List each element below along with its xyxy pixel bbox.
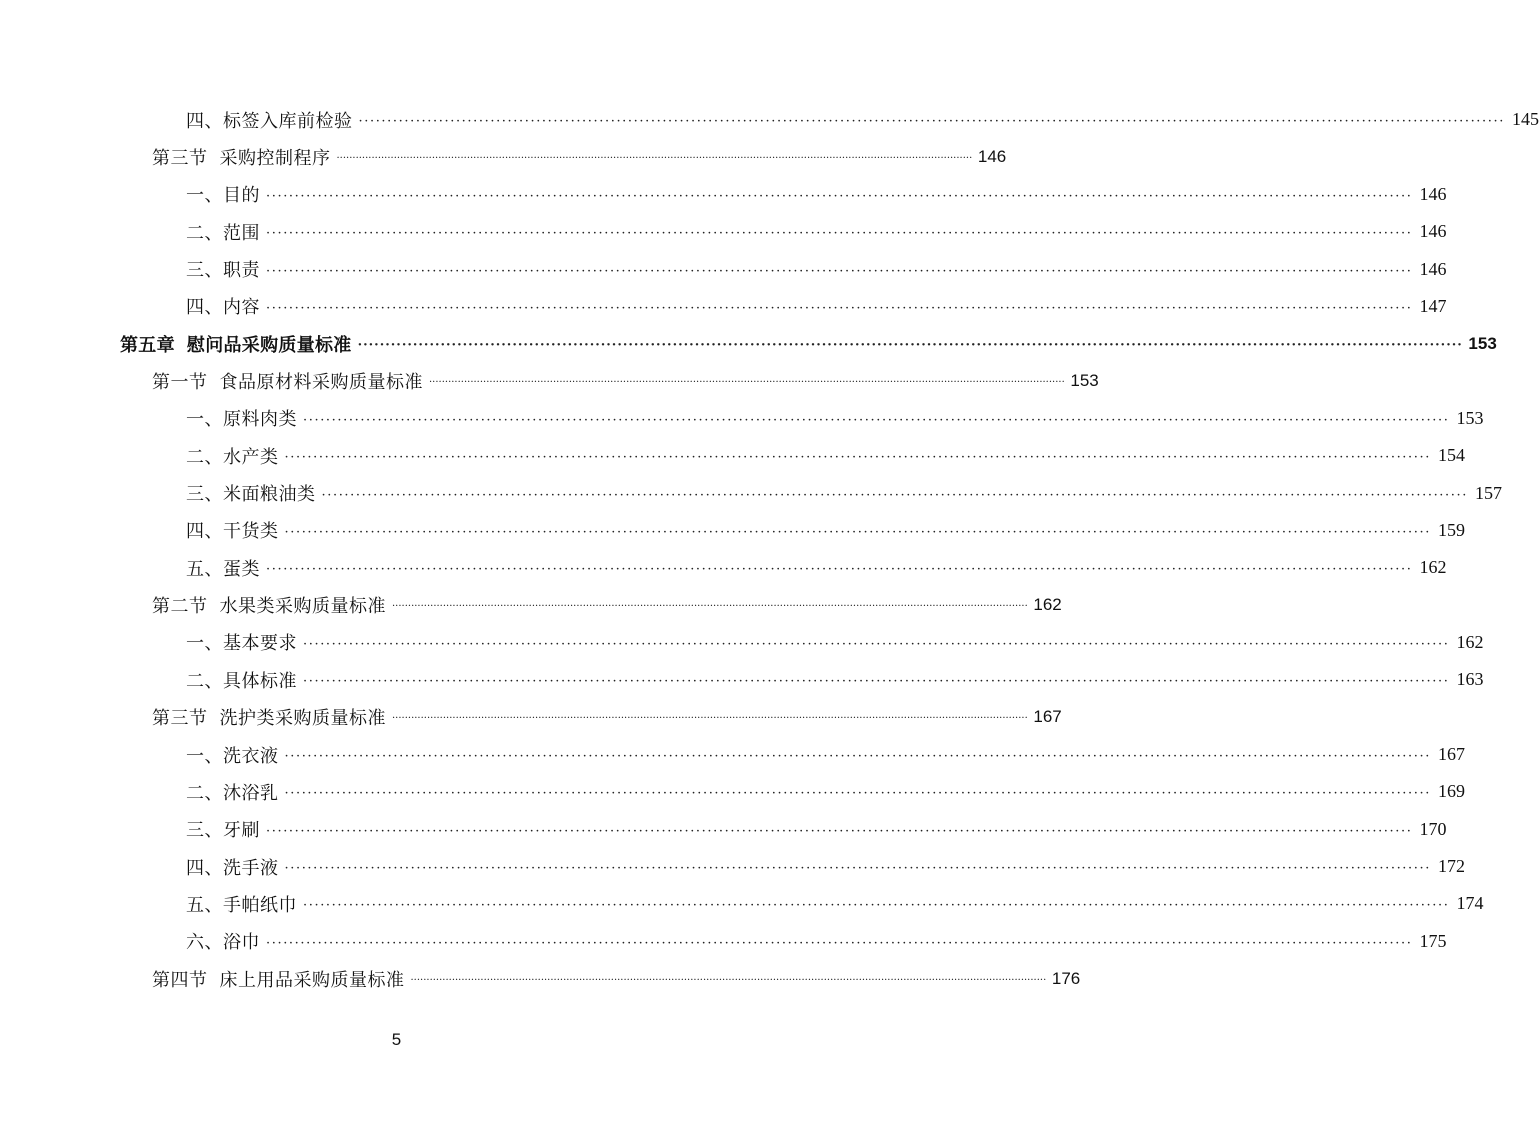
toc-entry-item[interactable] [0, 885, 1484, 922]
toc-entry-number: 四、 [186, 297, 223, 319]
toc-entry-page: 154 [1437, 445, 1465, 466]
table-of-contents [0, 101, 1539, 997]
toc-entry-number: 四、 [186, 110, 223, 132]
toc-entry-title: 采购控制程序 [219, 148, 331, 170]
toc-entry-label [186, 181, 260, 207]
toc-entry-label [152, 144, 331, 170]
toc-entry-label [186, 293, 260, 319]
toc-dot-leader: ········································································································································································································ [266, 226, 1413, 242]
toc-entry-title: 米面粮油类 [223, 484, 316, 506]
toc-entry-title: 床上用品采购质量标准 [219, 969, 405, 991]
toc-entry-item[interactable] [0, 661, 1484, 698]
toc-entry-label [120, 331, 352, 357]
toc-entry-label [152, 704, 386, 730]
toc-entry-page: 162 [1456, 631, 1484, 652]
toc-entry-title: 职责 [223, 260, 260, 282]
toc-entry-section[interactable] [0, 362, 1099, 399]
toc-dot-leader: ········································································································································································································ [303, 636, 1450, 652]
toc-entry-label [186, 480, 316, 506]
toc-entry-page: 145 [1511, 109, 1539, 130]
toc-entry-item[interactable] [0, 923, 1447, 960]
toc-entry-page: 169 [1437, 781, 1465, 802]
toc-entry-label [186, 928, 260, 954]
toc-dot-leader: ········································································································································································································ [266, 300, 1413, 316]
toc-entry-label [186, 555, 260, 581]
toc-dot-leader: ········································································································································································································ [266, 823, 1413, 839]
toc-entry-label [186, 816, 260, 842]
toc-entry-page: 147 [1419, 295, 1447, 316]
toc-dot-leader: ········································································································································································································ [392, 601, 1028, 613]
toc-entry-number: 第三节 [152, 708, 208, 730]
toc-entry-label [186, 256, 260, 282]
toc-dot-leader: ········································································································································································································ [358, 114, 1505, 130]
toc-entry-title: 目的 [223, 185, 260, 207]
toc-dot-leader: ········································································································································································································ [284, 524, 1431, 540]
toc-entry-number: 一、 [186, 633, 223, 655]
toc-entry-number: 二、 [186, 670, 223, 692]
toc-entry-label [186, 405, 297, 431]
toc-entry-number: 第五章 [120, 334, 175, 356]
toc-dot-leader: ········································································································································································································ [284, 749, 1431, 765]
toc-entry-item[interactable] [0, 176, 1447, 213]
toc-entry-page: 167 [1033, 707, 1062, 727]
toc-entry-page: 146 [1419, 258, 1447, 279]
page-number: 5 [391, 1030, 402, 1049]
toc-entry-number: 一、 [186, 409, 223, 431]
toc-entry-page: 172 [1437, 856, 1465, 877]
toc-dot-leader: ········································································································································································································ [392, 713, 1028, 725]
toc-entry-title: 洗衣液 [223, 745, 279, 767]
toc-entry-page: 174 [1456, 893, 1484, 914]
toc-entry-item[interactable] [0, 437, 1465, 474]
toc-entry-label [186, 443, 279, 469]
toc-entry-number: 一、 [186, 185, 223, 207]
toc-entry-page: 159 [1437, 519, 1465, 540]
toc-entry-section[interactable] [0, 699, 1062, 736]
toc-dot-leader: ········································································································································································································ [266, 935, 1413, 951]
toc-entry-number: 第四节 [152, 969, 208, 991]
toc-entry-title: 慰问品采购质量标准 [186, 334, 352, 356]
toc-entry-title: 干货类 [223, 521, 279, 543]
toc-dot-leader: ········································································································································································································ [266, 188, 1413, 204]
toc-entry-title: 食品原材料采购质量标准 [219, 372, 423, 394]
toc-entry-number: 五、 [186, 558, 223, 580]
toc-dot-leader: ········································································································································································································ [284, 861, 1431, 877]
toc-entry-page: 157 [1474, 482, 1502, 503]
toc-entry-label [186, 742, 279, 768]
toc-dot-leader: ········································································································································································································ [357, 338, 1463, 354]
toc-entry-label [186, 854, 279, 880]
toc-entry-page: 146 [977, 147, 1007, 167]
toc-entry-title: 基本要求 [223, 633, 297, 655]
toc-entry-title: 水果类采购质量标准 [219, 596, 386, 618]
toc-entry-title: 内容 [223, 297, 260, 319]
toc-entry-number: 三、 [186, 820, 223, 842]
toc-entry-label [186, 219, 260, 245]
toc-entry-number: 第三节 [152, 148, 208, 170]
toc-dot-leader: ········································································································································································································ [266, 263, 1413, 279]
toc-entry-label [152, 368, 423, 394]
toc-dot-leader: ········································································································································································································ [284, 786, 1431, 802]
toc-entry-label [186, 107, 353, 133]
toc-entry-number: 第二节 [152, 596, 208, 618]
toc-entry-page: 146 [1419, 183, 1447, 204]
toc-dot-leader: ········································································································································································································ [303, 412, 1450, 428]
toc-entry-title: 原料肉类 [223, 409, 297, 431]
toc-entry-number: 二、 [186, 222, 223, 244]
toc-entry-item[interactable] [0, 101, 1539, 138]
toc-entry-title: 牙刷 [223, 820, 260, 842]
toc-entry-page: 153 [1456, 407, 1484, 428]
toc-entry-number: 二、 [186, 782, 223, 804]
toc-entry-label [186, 517, 279, 543]
toc-entry-label [152, 966, 405, 992]
toc-entry-item[interactable] [0, 288, 1447, 325]
toc-entry-item[interactable] [0, 773, 1465, 810]
toc-entry-number: 三、 [186, 260, 223, 282]
toc-entry-title: 洗护类采购质量标准 [219, 708, 386, 730]
toc-entry-label [186, 779, 279, 805]
toc-dot-leader: ········································································································································································································ [336, 153, 973, 165]
toc-entry-item[interactable] [0, 736, 1465, 773]
toc-dot-leader: ········································································································································································································ [266, 562, 1413, 578]
toc-entry-label [186, 629, 297, 655]
toc-dot-leader: ········································································································································································································ [303, 898, 1450, 914]
toc-entry-item[interactable] [0, 549, 1447, 586]
toc-entry-item[interactable] [0, 811, 1447, 848]
toc-entry-number: 一、 [186, 745, 223, 767]
toc-entry-title: 范围 [223, 222, 260, 244]
toc-entry-label [186, 891, 297, 917]
toc-entry-chapter[interactable] [0, 325, 1497, 362]
toc-entry-page: 175 [1419, 930, 1447, 951]
toc-entry-number: 四、 [186, 521, 223, 543]
toc-entry-number: 三、 [186, 484, 223, 506]
toc-entry-page: 162 [1419, 557, 1447, 578]
toc-entry-item[interactable] [0, 512, 1465, 549]
toc-entry-title: 标签入库前检验 [223, 110, 353, 132]
toc-entry-title: 手帕纸巾 [223, 894, 297, 916]
toc-entry-page: 153 [1070, 371, 1099, 391]
toc-dot-leader: ········································································································································································································ [303, 674, 1450, 690]
toc-entry-title: 蛋类 [223, 558, 260, 580]
toc-entry-number: 六、 [186, 932, 223, 954]
toc-entry-title: 具体标准 [223, 670, 297, 692]
toc-entry-item[interactable] [0, 213, 1447, 250]
toc-entry-page: 176 [1051, 968, 1081, 988]
toc-entry-page: 146 [1419, 221, 1447, 242]
toc-entry-item[interactable] [0, 848, 1465, 885]
toc-entry-number: 二、 [186, 446, 223, 468]
toc-entry-item[interactable] [0, 250, 1447, 287]
toc-entry-number: 四、 [186, 857, 223, 879]
toc-entry-page: 167 [1437, 744, 1465, 765]
toc-entry-section[interactable] [0, 138, 1007, 175]
toc-entry-label [186, 667, 297, 693]
toc-dot-leader: ········································································································································································································ [284, 450, 1431, 466]
toc-entry-item[interactable] [0, 400, 1484, 437]
toc-entry-title: 水产类 [223, 446, 279, 468]
toc-entry-number: 第一节 [152, 372, 208, 394]
toc-entry-title: 沐浴乳 [223, 782, 279, 804]
toc-dot-leader: ········································································································································································································ [429, 377, 1065, 389]
toc-entry-title: 浴巾 [223, 932, 260, 954]
toc-entry-section[interactable] [0, 960, 1081, 997]
toc-entry-section[interactable] [0, 586, 1062, 623]
toc-entry-page: 163 [1456, 669, 1484, 690]
toc-dot-leader: ········································································································································································································ [321, 487, 1468, 503]
toc-entry-number: 五、 [186, 894, 223, 916]
toc-entry-page: 162 [1033, 595, 1062, 615]
toc-entry-item[interactable] [0, 474, 1502, 511]
toc-entry-page: 153 [1468, 333, 1497, 353]
toc-dot-leader: ········································································································································································································ [410, 974, 1047, 986]
toc-entry-title: 洗手液 [223, 857, 279, 879]
toc-entry-label [152, 592, 386, 618]
toc-entry-page: 170 [1419, 818, 1447, 839]
toc-entry-item[interactable] [0, 624, 1484, 661]
